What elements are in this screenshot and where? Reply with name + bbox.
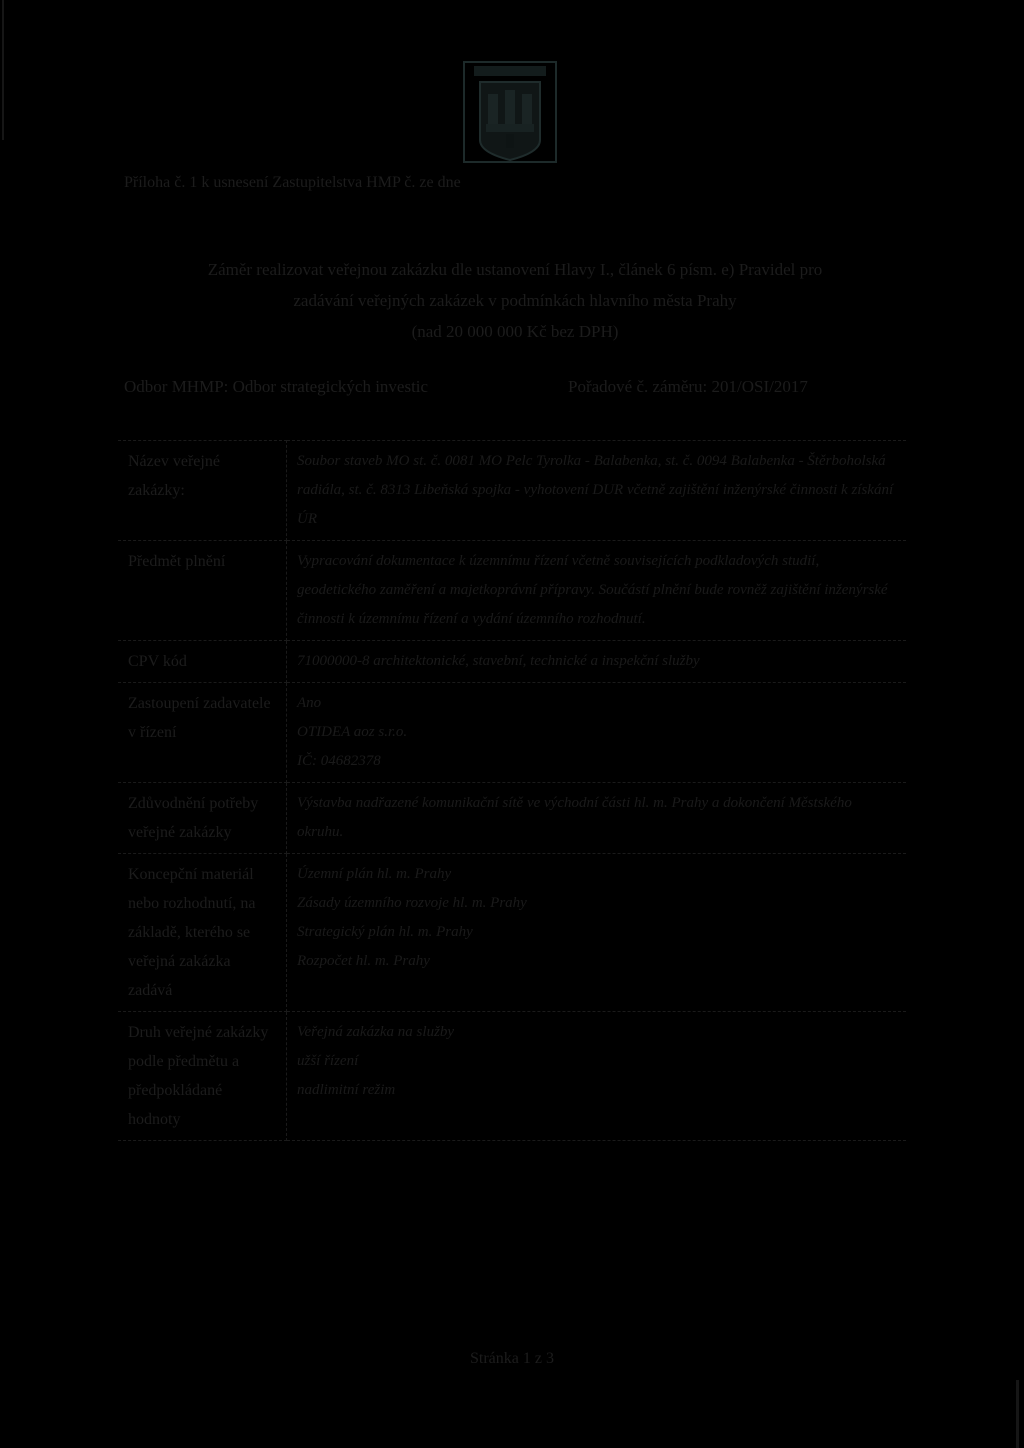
department-row	[124, 377, 884, 397]
table-row-justification	[118, 783, 906, 854]
row-label: Zastoupení zadavatele v řízení	[118, 683, 287, 783]
value-line: Výstavba nadřazené komunikační sítě ve východní části hl. m. Prahy a dokončení Městského okruhu.	[297, 795, 852, 840]
value-line: Vypracování dokumentace k územnímu řízení včetně souvisejících podkladových studií, geodetického zaměření a majetkoprávní přípravy. Součástí plnění bude rovněž zajištění inženýrské činnosti k územnímu řízení a vydání územního rozhodnutí.	[297, 553, 888, 627]
row-value	[287, 1012, 907, 1141]
order-number: Pořadové č. záměru: 201/OSI/2017	[568, 377, 808, 396]
row-value	[287, 783, 907, 854]
scan-edge-mark-left	[2, 0, 4, 140]
document-title	[110, 254, 920, 347]
table-row-subject	[118, 541, 906, 641]
row-label: Koncepční materiál nebo rozhodnutí, na základě, kterého se veřejná zakázka zadává	[118, 854, 287, 1012]
row-label: Předmět plnění	[118, 541, 287, 641]
row-label: Zdůvodnění potřeby veřejné zakázky	[118, 783, 287, 854]
value-line: Zásady územního rozvoje hl. m. Prahy	[297, 895, 527, 911]
title-line-3: (nad 20 000 000 Kč bez DPH)	[411, 322, 619, 341]
prague-coat-of-arms-emblem	[462, 60, 558, 164]
value-line: OTIDEA aoz s.r.o.	[297, 724, 408, 740]
value-line: 71000000-8 architektonické, stavební, technické a inspekční služby	[297, 653, 700, 669]
value-line: Ano	[297, 695, 322, 711]
table-row-cpv-code	[118, 641, 906, 683]
row-label: Název veřejné zakázky:	[118, 441, 287, 541]
table-row-conceptual-basis	[118, 854, 906, 1012]
value-line: užší řízení	[297, 1053, 359, 1069]
contract-info-table	[118, 440, 906, 1141]
value-line: Územní plán hl. m. Prahy	[297, 866, 452, 882]
title-line-2: zadávání veřejných zakázek v podmínkách hlavního města Prahy	[293, 291, 737, 310]
row-label: Druh veřejné zakázky podle předmětu a předpokládané hodnoty	[118, 1012, 287, 1141]
attachment-note: Příloha č. 1 k usnesení Zastupitelstva HMP č. ze dne	[124, 174, 461, 191]
row-label: CPV kód	[118, 641, 287, 683]
table-row-contract-type	[118, 1012, 906, 1141]
value-line: nadlimitní režim	[297, 1082, 396, 1098]
department-name: Odbor MHMP: Odbor strategických investic	[124, 377, 429, 396]
value-line: Rozpočet hl. m. Prahy	[297, 953, 430, 969]
title-line-1: Záměr realizovat veřejnou zakázku dle ustanovení Hlavy I., článek 6 písm. e) Pravidel pro	[207, 260, 823, 279]
row-value	[287, 441, 907, 541]
page-number: Stránka 1 z 3	[470, 1350, 554, 1367]
value-line: Strategický plán hl. m. Prahy	[297, 924, 473, 940]
table-row-representation	[118, 683, 906, 783]
value-line: Soubor staveb MO st. č. 0081 MO Pelc Tyrolka - Balabenka, st. č. 0094 Balabenka - Štěrboholská radiála, st. č. 8313 Libeňská spojka - vyhotovení DUR včetně zajištění inženýrské činnosti k získání ÚR	[297, 453, 894, 527]
row-value	[287, 541, 907, 641]
row-value	[287, 854, 907, 1012]
value-line: IČ: 04682378	[297, 753, 381, 769]
row-value	[287, 683, 907, 783]
scan-edge-mark-right	[1016, 1380, 1019, 1448]
row-value	[287, 641, 907, 683]
value-line: Veřejná zakázka na služby	[297, 1024, 455, 1040]
table-row-contract-name	[118, 441, 906, 541]
